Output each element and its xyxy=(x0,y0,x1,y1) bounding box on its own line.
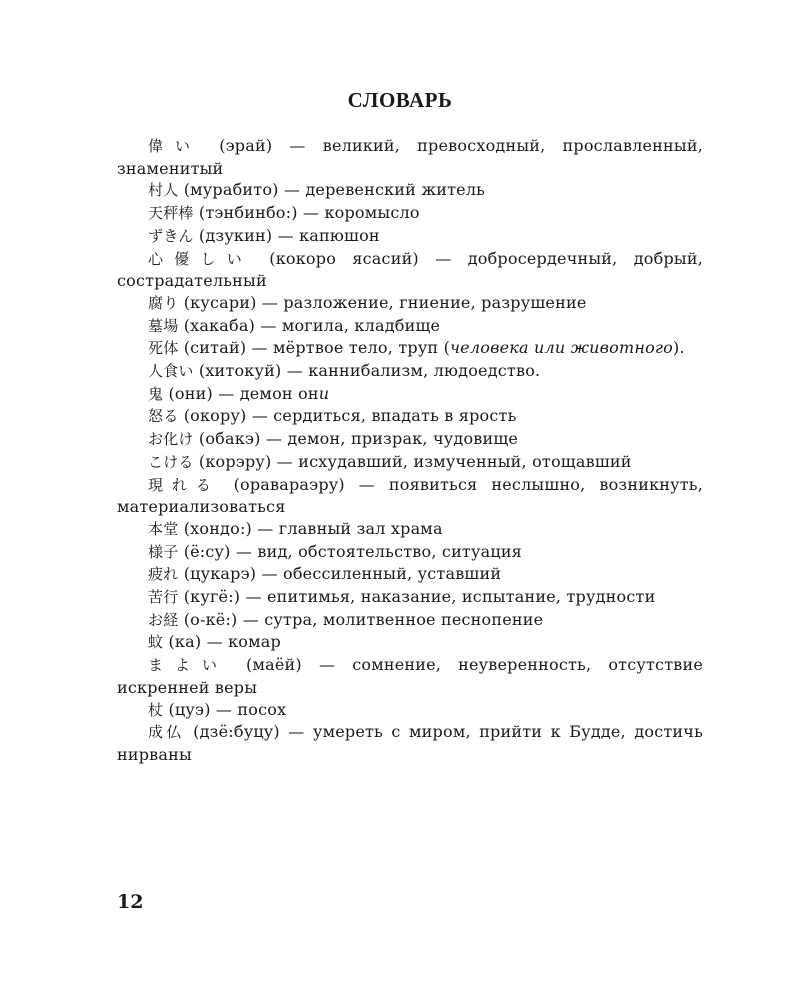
japanese-term: 腐り xyxy=(148,293,179,312)
glossary-entry xyxy=(117,225,703,248)
entry-definition: (о-кё:) — сутра, молитвенное песнопение xyxy=(178,609,544,629)
glossary-entry xyxy=(117,699,703,722)
glossary-entry xyxy=(117,405,703,428)
japanese-term: お経 xyxy=(148,610,179,629)
entry-definition: (цукарэ) — обессиленный, уставший xyxy=(178,564,502,584)
glossary-entry xyxy=(117,586,703,609)
japanese-term: 杖 xyxy=(148,700,164,719)
japanese-term: ずきん xyxy=(148,226,194,245)
japanese-term: 怒る xyxy=(148,407,179,426)
entry-definition: (корэру) — исхудавший, измученный, отощавший xyxy=(193,451,632,471)
glossary-entry xyxy=(117,292,703,315)
glossary-entry xyxy=(117,202,703,225)
entry-definition: (кусари) — разложение, гниение, разрушение xyxy=(178,292,587,312)
japanese-term: 成仏 xyxy=(148,723,185,742)
entry-definition: (мурабито) — деревенский житель xyxy=(178,180,486,200)
japanese-term: 現れる xyxy=(148,475,220,494)
japanese-term: 疲れ xyxy=(148,565,179,584)
entry-definition: (хондо:) — главный зал храма xyxy=(178,518,443,538)
glossary-entry xyxy=(117,135,703,179)
glossary-list xyxy=(117,135,703,766)
entry-definition: (окору) — сердиться, впадать в ярость xyxy=(178,406,517,426)
entry-definition: (цуэ) — посох xyxy=(163,699,287,719)
japanese-term: 鬼 xyxy=(148,384,164,403)
entry-italic-note: человека или животного xyxy=(450,338,674,358)
page-number: 12 xyxy=(117,891,144,913)
entry-definition: (хакаба) — могила, кладбище xyxy=(178,315,441,335)
glossary-entry xyxy=(117,563,703,586)
entry-definition: (ё:су) — вид, обстоятельство, ситуация xyxy=(178,541,522,561)
glossary-entry xyxy=(117,315,703,338)
japanese-term: こける xyxy=(148,452,194,471)
japanese-term: 村人 xyxy=(148,181,179,200)
glossary-entry xyxy=(117,383,703,406)
glossary-entry xyxy=(117,721,703,765)
glossary-entry xyxy=(117,474,703,518)
glossary-entry xyxy=(117,428,703,451)
entry-definition-end: ). xyxy=(673,338,685,358)
glossary-entry xyxy=(117,179,703,202)
glossary-entry xyxy=(117,541,703,564)
glossary-entry xyxy=(117,609,703,632)
entry-definition: (обакэ) — демон, призрак, чудовище xyxy=(193,429,519,449)
japanese-term: まよい xyxy=(148,656,229,675)
glossary-entry xyxy=(117,337,703,360)
glossary-entry xyxy=(117,654,703,698)
japanese-term: 人食い xyxy=(148,362,194,381)
glossary-entry xyxy=(117,451,703,474)
japanese-term: 天秤棒 xyxy=(148,204,194,223)
japanese-term: 心優しい xyxy=(148,249,253,268)
japanese-term: 偉い xyxy=(148,137,203,155)
glossary-entry xyxy=(117,631,703,654)
entry-definition: (ситай) — мёртвое тело, труп ( xyxy=(178,338,451,358)
entry-definition: (они) — демон он xyxy=(163,383,319,403)
entry-definition: (тэнбинбо:) — коромысло xyxy=(193,203,420,223)
page-title: СЛОВАРЬ xyxy=(347,88,453,112)
japanese-term: 本堂 xyxy=(148,519,179,538)
japanese-term: 様子 xyxy=(148,542,179,561)
entry-definition: (кугё:) — епитимья, наказание, испытание, трудности xyxy=(178,587,656,607)
japanese-term: 墓場 xyxy=(148,316,179,335)
japanese-term: 蚊 xyxy=(148,633,164,652)
entry-definition: (ка) — комар xyxy=(163,632,281,652)
entry-definition: (дзукин) — капюшон xyxy=(193,225,380,245)
entry-definition: (дзё:буцу) — умереть с миром, прийти к Будде, достичь нирваны xyxy=(117,722,703,764)
entry-definition: (хитокуй) — каннибализм, людоедство. xyxy=(193,361,541,381)
japanese-term: お化け xyxy=(148,430,194,449)
entry-definition: (кокоро ясасий) — добросердечный, добрый, сострадательный xyxy=(117,248,703,291)
glossary-entry xyxy=(117,518,703,541)
japanese-term: 苦行 xyxy=(148,588,179,607)
entry-italic-note: и xyxy=(318,383,330,403)
entry-definition: (маёй) — сомнение, неуверенность, отсутствие искренней веры xyxy=(117,655,703,697)
japanese-term: 死体 xyxy=(148,339,179,358)
entry-definition: (эрай) — великий, превосходный, прославленный, знаменитый xyxy=(117,136,703,178)
glossary-entry xyxy=(117,360,703,383)
entry-definition: (оравараэру) — появиться неслышно, возникнуть, материализоваться xyxy=(117,474,703,517)
glossary-entry xyxy=(117,248,703,292)
